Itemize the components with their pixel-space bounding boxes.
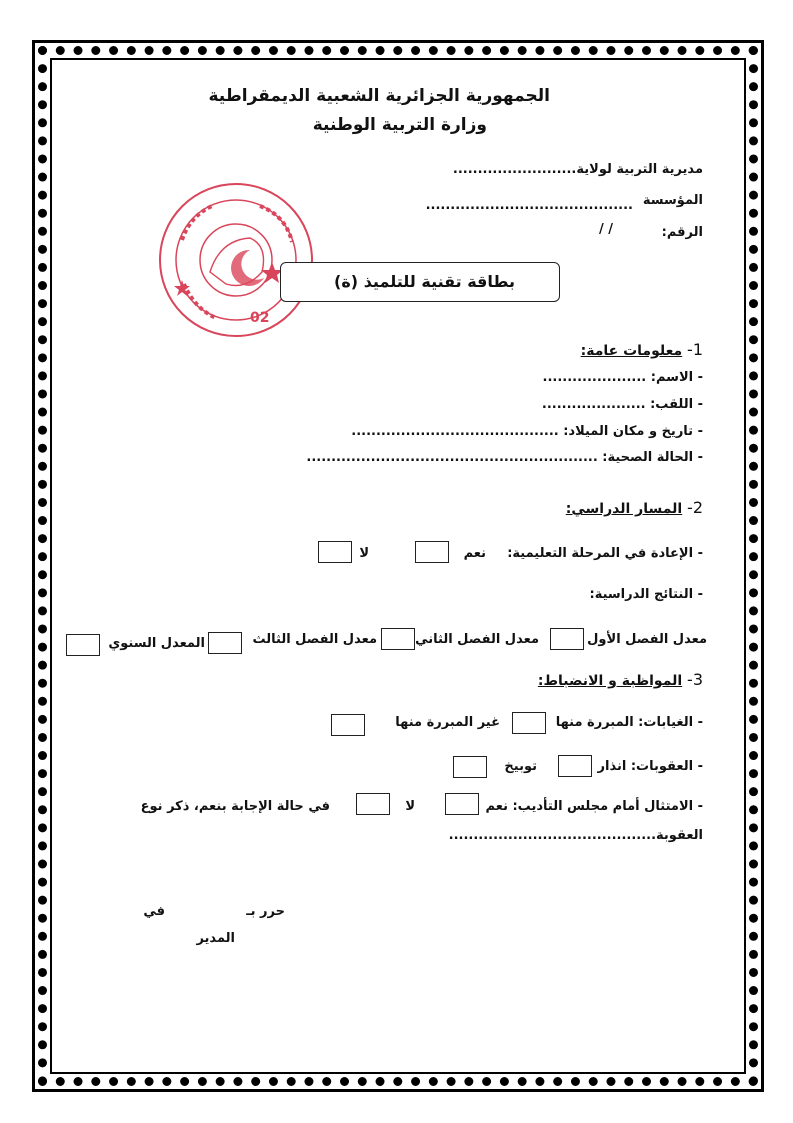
- surname-field: - اللقب: .....................: [541, 397, 703, 412]
- unjustified-label: غير المبررة منها: [395, 715, 500, 730]
- absences-justified-box[interactable]: [512, 712, 546, 734]
- date-label: في: [143, 904, 165, 919]
- repeat-label: - الإعادة في المرحلة التعليمية:: [507, 546, 703, 561]
- section3-heading: [538, 670, 703, 689]
- republic-heading: الجمهورية الجزائرية الشعبية الديمقراطية: [208, 86, 550, 106]
- repeat-no-checkbox[interactable]: [318, 541, 352, 563]
- section3-number: 3-: [687, 670, 703, 689]
- avg-year-label: المعدل السنوي: [108, 636, 205, 651]
- number-label: الرقم:: [661, 225, 703, 240]
- repeat-yes-checkbox[interactable]: [415, 541, 449, 563]
- section1-heading: [581, 340, 703, 359]
- avg-term2-label: معدل الفصل الثاني: [415, 632, 539, 647]
- stamp-code: 02: [250, 310, 270, 326]
- council-label: - الامتثال أمام مجلس التأديب: نعم: [485, 799, 703, 814]
- section1-number: 1-: [687, 340, 703, 359]
- council-yes-box[interactable]: [445, 793, 479, 815]
- institution-dots: ..........................................: [425, 198, 633, 213]
- results-label: - النتائج الدراسية:: [589, 587, 703, 602]
- absences-label: - الغيابات: المبررة منها: [555, 715, 703, 730]
- section2-title: المسار الدراسي:: [565, 501, 683, 517]
- avg-term1-box[interactable]: [550, 628, 584, 650]
- institution-label: المؤسسة: [642, 193, 703, 208]
- document-title: بطاقة تقنية للتلميذ (ة): [334, 272, 515, 291]
- reprimand-box[interactable]: [453, 756, 487, 778]
- section1-title: معلومات عامة:: [580, 343, 683, 359]
- director-label: المدير: [196, 931, 235, 946]
- ministry-heading: وزارة التربية الوطنية: [312, 115, 487, 135]
- avg-term2-box[interactable]: [381, 628, 415, 650]
- warning-box[interactable]: [558, 755, 592, 777]
- absences-unjustified-box[interactable]: [331, 714, 365, 736]
- section2-heading: [566, 498, 703, 517]
- sanction-type-field: العقوبة..........................................: [448, 828, 703, 843]
- name-field: - الاسم: .....................: [542, 370, 703, 385]
- avg-term3-label: معدل الفصل الثالث: [252, 632, 377, 647]
- birth-field: - تاريخ و مكان الميلاد: ..........................................: [351, 424, 703, 439]
- reprimand-label: توبيخ: [504, 759, 537, 774]
- written-at-label: حرر بـ: [246, 904, 285, 919]
- official-stamp-icon: [150, 180, 322, 340]
- sanctions-label: - العقوبات: انذار: [597, 759, 703, 774]
- council-no-box[interactable]: [356, 793, 390, 815]
- document-title-box: [280, 262, 560, 302]
- section3-title: المواظبة و الانضباط:: [537, 673, 683, 689]
- health-field: - الحالة الصحية: ...........................................................: [306, 450, 703, 465]
- avg-term1-label: معدل الفصل الأول: [587, 632, 707, 647]
- council-no-label: لا: [405, 799, 415, 814]
- repeat-yes-label: نعم: [463, 546, 486, 561]
- repeat-no-label: لا: [359, 546, 369, 561]
- number-slashes: / /: [598, 222, 613, 237]
- if-yes-label: في حالة الإجابة بنعم، ذكر نوع: [140, 799, 330, 814]
- avg-year-box[interactable]: [66, 634, 100, 656]
- directorate-line: مديرية التربية لولاية.........................: [452, 162, 703, 177]
- avg-term3-box[interactable]: [208, 632, 242, 654]
- section2-number: 2-: [687, 498, 703, 517]
